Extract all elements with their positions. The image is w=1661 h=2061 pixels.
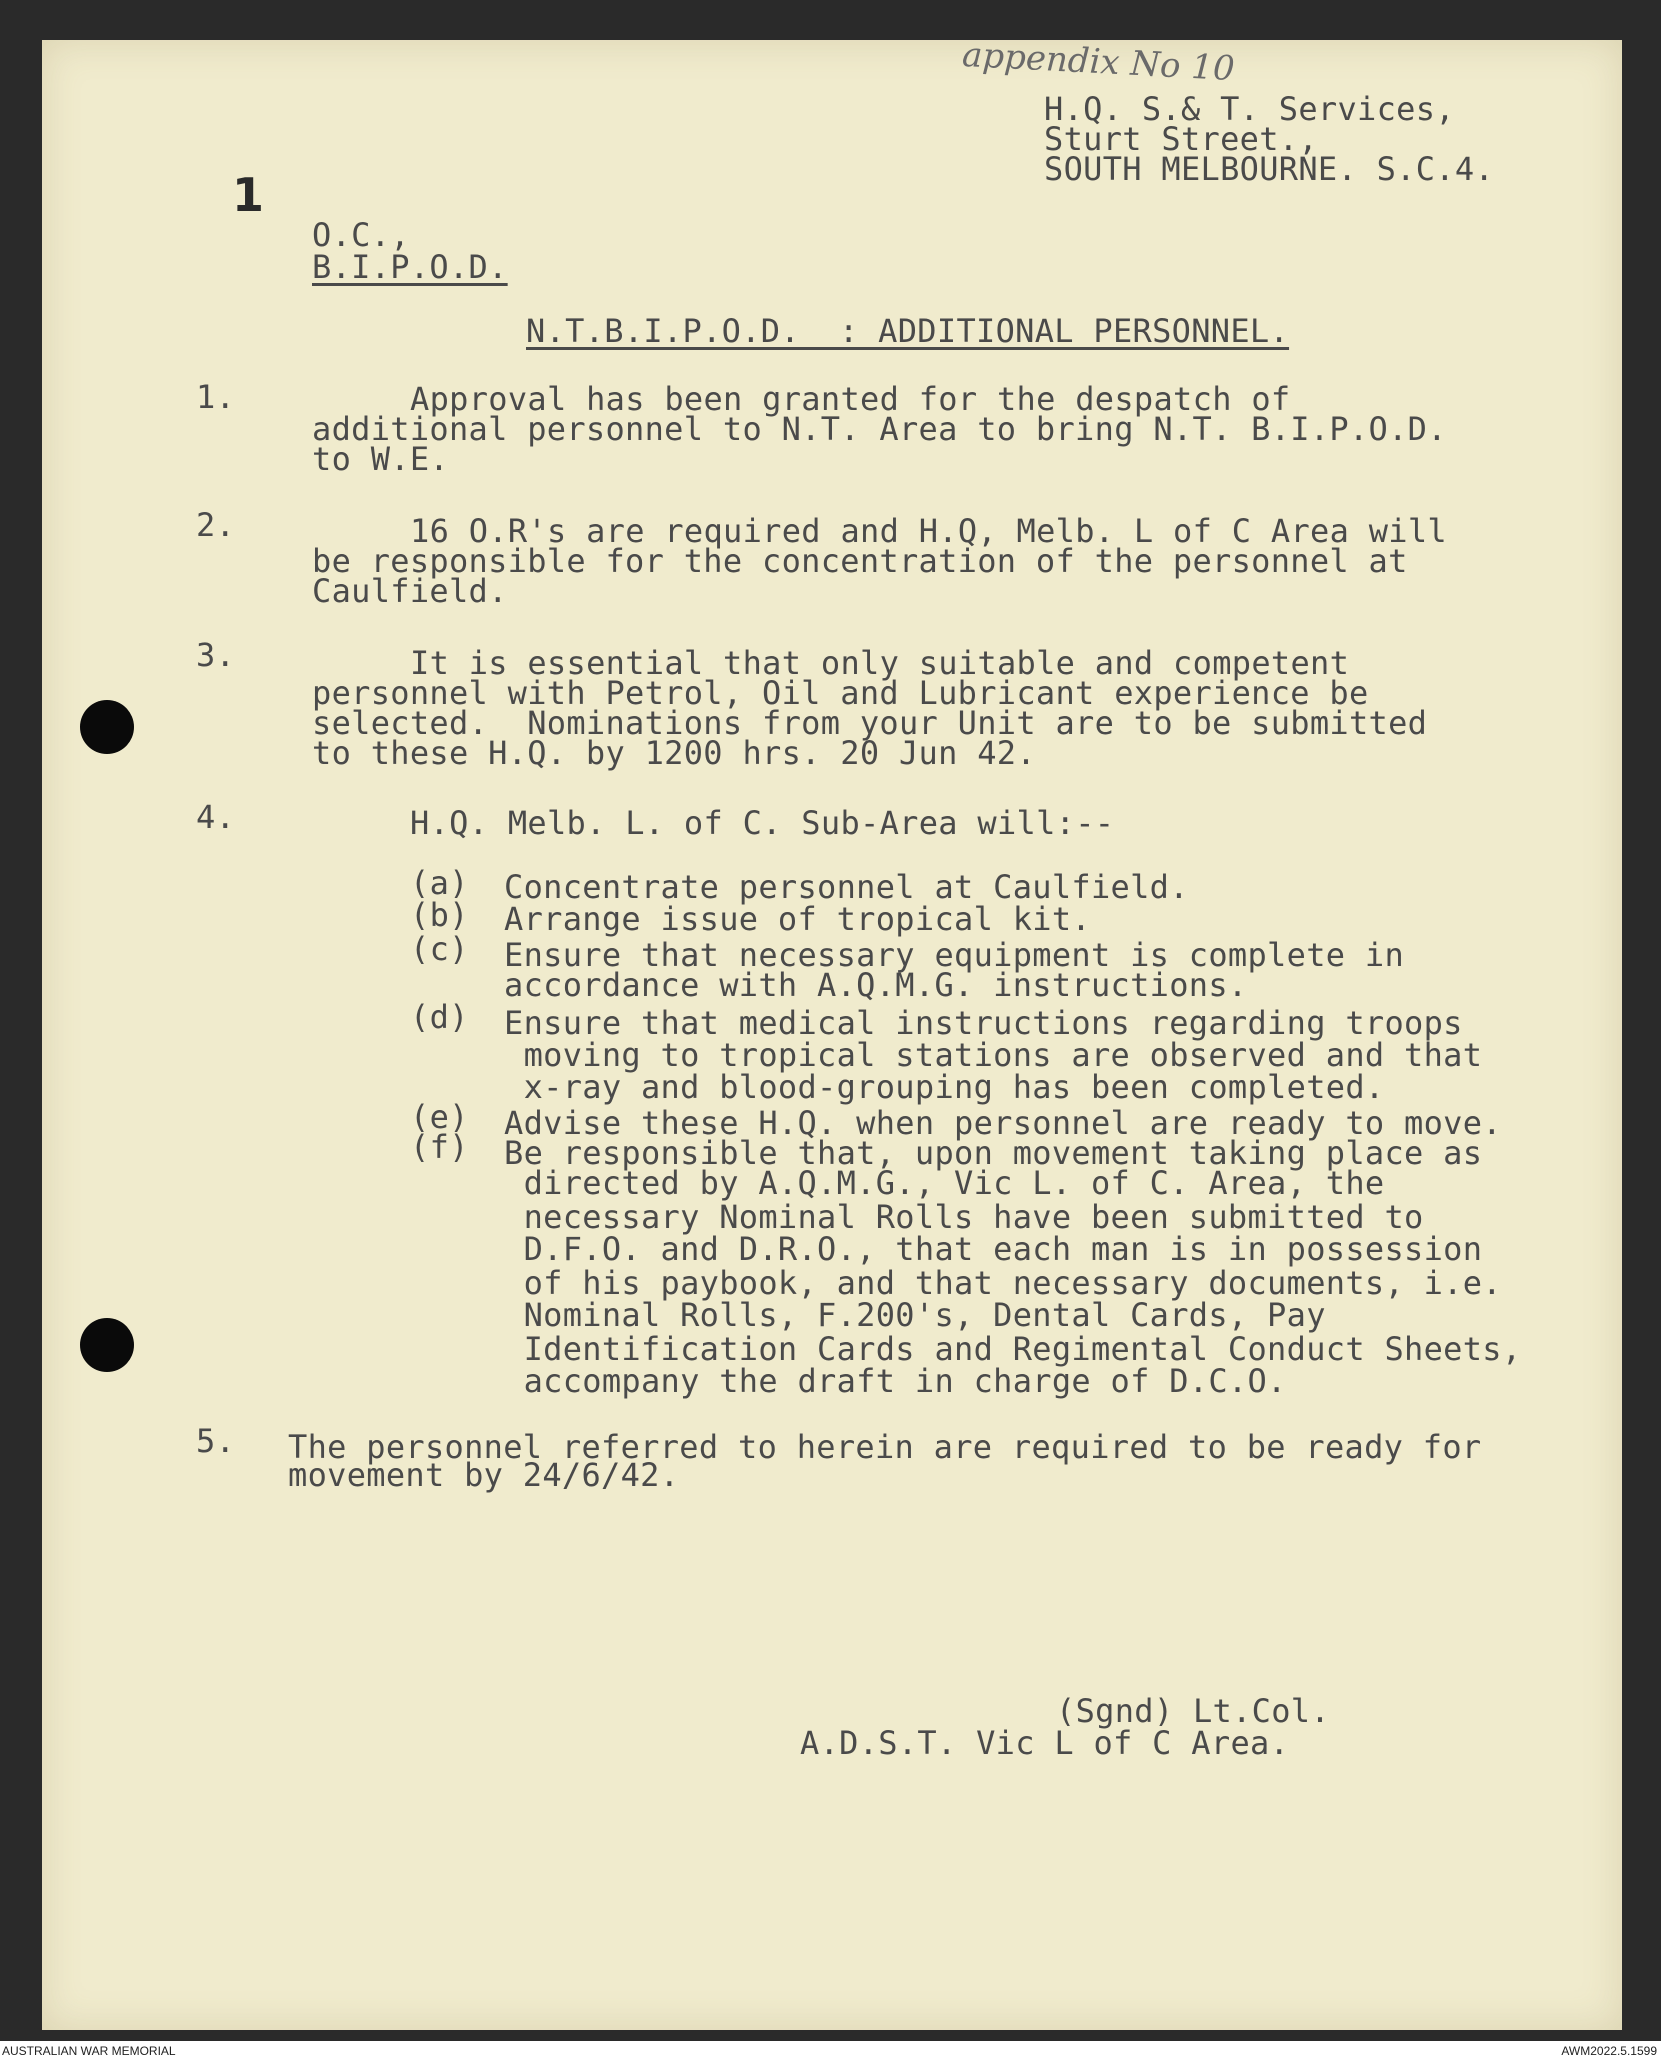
subitem-d-label: (d) [410, 998, 469, 1036]
signature-line-2: A.D.S.T. Vic L of C Area. [800, 1724, 1290, 1762]
para-3-line-1: It is essential that only suitable and competent [410, 644, 1350, 682]
para-3-line-4: to these H.Q. by 1200 hrs. 20 Jun 42. [312, 734, 1036, 772]
para-3-line-2: personnel with Petrol, Oil and Lubricant experience be [312, 674, 1369, 712]
handwritten-annotation: appendix No 10 [961, 34, 1236, 90]
para-2-line-2: be responsible for the concentration of the personnel at [312, 542, 1408, 580]
subitem-f-label: (f) [410, 1128, 469, 1166]
addressee-line-1: O.C., [312, 216, 410, 254]
para-5-number: 5. [196, 1422, 236, 1460]
para-1-line-2: additional personnel to N.T. Area to bring N.T. B.I.P.O.D. [312, 410, 1447, 448]
subitem-d-line-1: Ensure that medical instructions regarding troops [504, 1004, 1463, 1042]
footer-source: AUSTRALIAN WAR MEMORIAL [2, 2044, 176, 2058]
para-3-number: 3. [196, 636, 236, 674]
subitem-f-line-5: of his paybook, and that necessary documents, i.e. [504, 1264, 1502, 1302]
para-5-line-1: The personnel referred to herein are required to be ready for [288, 1428, 1482, 1466]
para-2-line-1: 16 O.R's are required and H.Q, Melb. L of C Area will [410, 512, 1447, 550]
subitem-e-line-1: Advise these H.Q. when personnel are ready to move. [504, 1104, 1502, 1142]
subitem-a-line-1: Concentrate personnel at Caulfield. [504, 868, 1189, 906]
punch-hole-lower [80, 1318, 134, 1372]
subitem-c-line-2: accordance with A.Q.M.G. instructions. [504, 966, 1248, 1004]
margin-mark: 1 [232, 168, 265, 222]
addressee-line-2: B.I.P.O.D. [312, 248, 508, 286]
subitem-f-line-6: Nominal Rolls, F.200's, Dental Cards, Pay [504, 1296, 1326, 1334]
para-4-line-1: H.Q. Melb. L. of C. Sub-Area will:-- [410, 804, 1115, 842]
subitem-b-label: (b) [410, 896, 469, 934]
subitem-d-line-2: moving to tropical stations are observed and that [504, 1036, 1483, 1074]
para-5-line-2: movement by 24/6/42. [288, 1456, 680, 1494]
subitem-d-line-3: x-ray and blood-grouping has been completed. [504, 1068, 1385, 1106]
subitem-f-line-1: Be responsible that, upon movement taking place as [504, 1134, 1483, 1172]
para-1-number: 1. [196, 378, 236, 416]
signature-line-1: (Sgnd) Lt.Col. [1056, 1692, 1330, 1730]
para-2-number: 2. [196, 506, 236, 544]
para-1-line-1: Approval has been granted for the despatch of [410, 380, 1291, 418]
footer-accession: AWM2022.5.1599 [1561, 2044, 1657, 2058]
header-line-3: SOUTH MELBOURNE. S.C.4. [1044, 150, 1495, 188]
subitem-f-line-7: Identification Cards and Regimental Conduct Sheets, [504, 1330, 1522, 1368]
subitem-b-line-1: Arrange issue of tropical kit. [504, 900, 1091, 938]
subitem-f-line-4: D.F.O. and D.R.O., that each man is in possession [504, 1230, 1483, 1268]
subitem-f-line-3: necessary Nominal Rolls have been submitted to [504, 1198, 1424, 1236]
para-3-line-3: selected. Nominations from your Unit are to be submitted [312, 704, 1428, 742]
punch-hole-upper [80, 700, 134, 754]
subitem-a-label: (a) [410, 864, 469, 902]
header-line-2: Sturt Street., [1044, 120, 1318, 158]
subitem-e-label: (e) [410, 1098, 469, 1136]
subitem-c-label: (c) [410, 930, 469, 968]
para-2-line-3: Caulfield. [312, 572, 508, 610]
subitem-f-line-8: accompany the draft in charge of D.C.O. [504, 1362, 1287, 1400]
para-1-line-3: to W.E. [312, 440, 449, 478]
para-4-number: 4. [196, 798, 236, 836]
subitem-c-line-1: Ensure that necessary equipment is complete in [504, 936, 1405, 974]
subitem-f-line-2: directed by A.Q.M.G., Vic L. of C. Area, the [504, 1164, 1385, 1202]
subject-line: N.T.B.I.P.O.D. : ADDITIONAL PERSONNEL. [526, 312, 1290, 350]
header-line-1: H.Q. S.& T. Services, [1044, 90, 1455, 128]
